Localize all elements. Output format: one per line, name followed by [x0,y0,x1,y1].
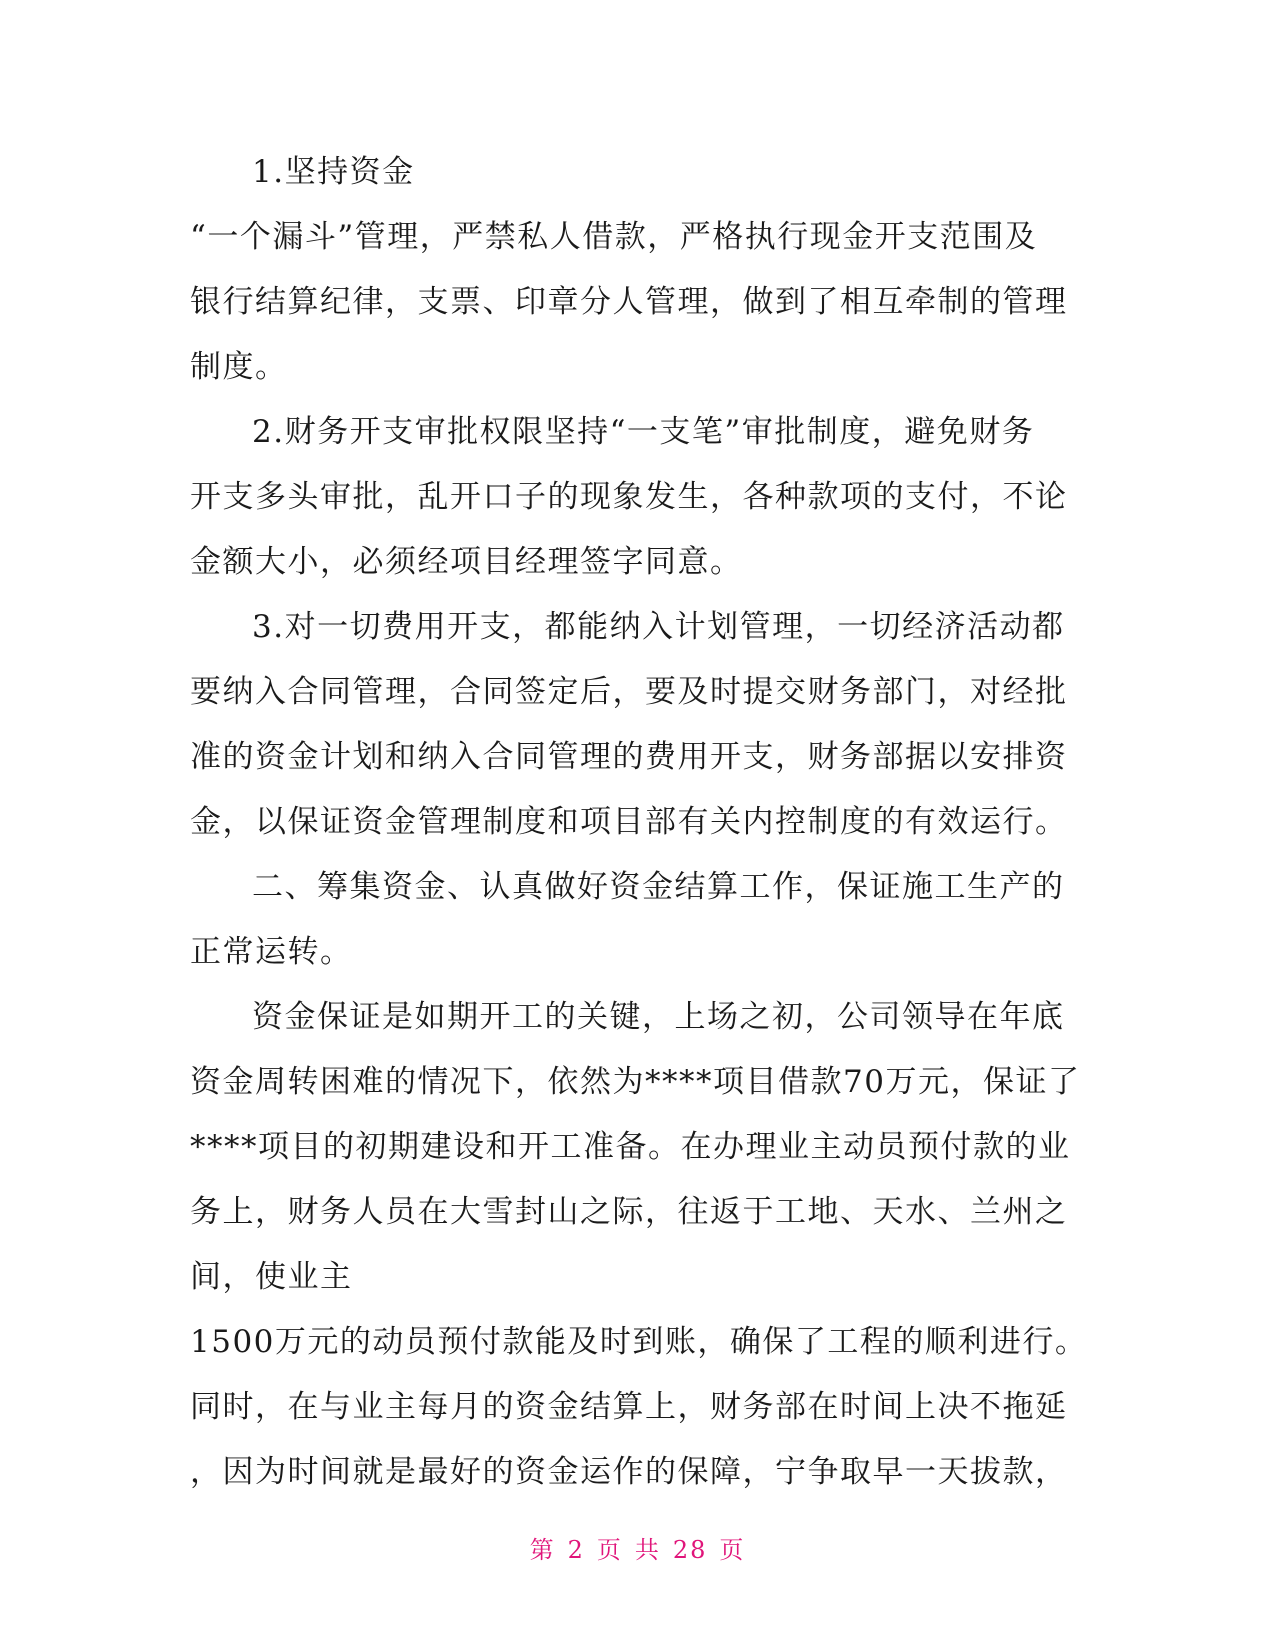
text-line: 资金保证是如期开工的关键，上场之初，公司领导在年底 [252,999,1065,1035]
page-footer [0,1530,1275,1565]
text-line: 正常运转。 [190,934,353,970]
footer-total-label: 共 [634,1536,661,1564]
text-line: 金，以保证资金管理制度和项目部有关内控制度的有效运行。 [190,804,1068,840]
text-line: 要纳入合同管理，合同签定后，要及时提交财务部门，对经批 [190,674,1068,710]
text-line: 2.财务开支审批权限坚持“一支笔”审批制度，避免财务 [252,414,1035,450]
text-line: ，因为时间就是最好的资金运作的保障，宁争取早一天拔款， [190,1454,1068,1490]
text-line: 1500万元的动员预付款能及时到账，确保了工程的顺利进行。 [190,1324,1088,1360]
text-line: “一个漏斗”管理，严禁私人借款，严格执行现金开支范围及 [190,219,1038,255]
text-line: 金额大小，必须经项目经理签字同意。 [190,544,743,580]
footer-current-page: 2 [567,1536,585,1564]
footer-page-label: 页 [596,1536,623,1564]
footer-total-pages: 28 [672,1536,708,1564]
text-line: 同时，在与业主每月的资金结算上，财务部在时间上决不拖延 [190,1389,1068,1425]
text-line: 开支多头审批，乱开口子的现象发生，各种款项的支付，不论 [190,479,1068,515]
text-line: 务上，财务人员在大雪封山之际，往返于工地、天水、兰州之 [190,1194,1068,1230]
text-line: 间，使业主 [190,1259,353,1295]
text-line: 1.坚持资金 [252,154,415,190]
document-body [190,140,1090,1505]
text-line: ****项目的初期建设和开工准备。在办理业主动员预付款的业 [190,1129,1071,1165]
text-line: 二、筹集资金、认真做好资金结算工作，保证施工生产的 [252,869,1065,905]
footer-suffix: 页 [719,1536,746,1564]
text-line: 3.对一切费用开支，都能纳入计划管理，一切经济活动都 [252,609,1065,645]
text-line: 准的资金计划和纳入合同管理的费用开支，财务部据以安排资 [190,739,1068,775]
text-line: 资金周转困难的情况下，依然为****项目借款70万元，保证了 [190,1064,1081,1100]
footer-prefix: 第 [529,1536,556,1564]
text-line: 制度。 [190,349,288,385]
text-line: 银行结算纪律，支票、印章分人管理，做到了相互牵制的管理 [190,284,1068,320]
